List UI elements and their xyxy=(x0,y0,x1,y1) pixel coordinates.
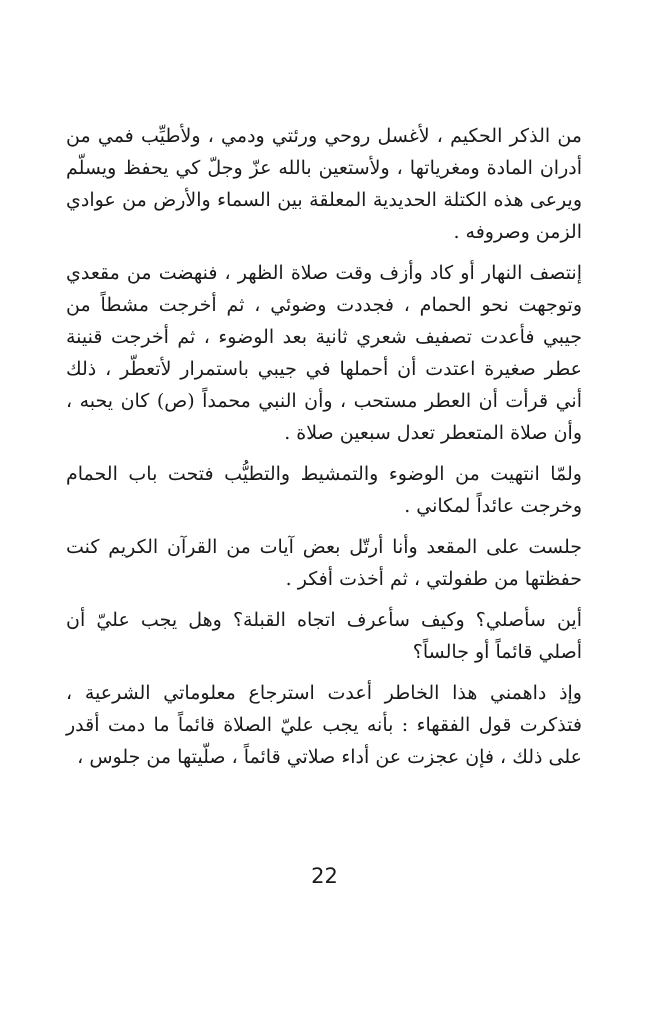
page-number: 22 xyxy=(311,864,338,888)
body-text xyxy=(66,120,582,782)
paragraph-4: جلست على المقعد وأنا أرتّل بعض آيات من القرآن الكريم كنت حفظتها من طفولتي ، ثم أخذت أفكر . xyxy=(66,536,582,590)
paragraph-3: ولمّا انتهيت من الوضوء والتمشيط والتطيُّب فتحت باب الحمام وخرجت عائداً لمكاني . xyxy=(66,463,582,517)
paragraph-1: من الذكر الحكيم ، لأغسل روحي ورئتي ودمي ، ولأطيِّب فمي من أدران المادة ومغرياتها ، ولأستعين بالله عزّ وجلّ كي يحفظ ويسلّم ويرعى هذه الكتلة الحديدية المعلقة بين السماء والأرض من عوادي الزمن وصروفه . xyxy=(66,125,582,243)
paragraph-2: إنتصف النهار أو كاد وأزف وقت صلاة الظهر ، فنهضت من مقعدي وتوجهت نحو الحمام ، فجددت وضوئي ، ثم أخرجت مشطاً من جيبي فأعدت تصفيف شعري ثانية بعد الوضوء ، ثم أخرجت قنينة عطر صغيرة اعتدت أن أحملها في جيبي باستمرار لأتعطّر ، ذلك أني قرأت أن العطر مستحب ، وأن النبي محمداً (ص) كان يحبه ، وأن صلاة المتعطر تعدل سبعين صلاة . xyxy=(66,262,582,444)
paragraph-5: أين سأصلي؟ وكيف سأعرف اتجاه القبلة؟ وهل يجب عليّ أن أصلي قائماً أو جالساً؟ xyxy=(66,609,582,663)
paragraph-6: وإذ داهمني هذا الخاطر أعدت استرجاع معلوماتي الشرعية ، فتذكرت قول الفقهاء : بأنه يجب عليّ الصلاة قائماً ما دمت أقدر على ذلك ، فإن عجزت عن أداء صلاتي قائماً ، صلّيتها من جلوس ، xyxy=(66,682,582,768)
